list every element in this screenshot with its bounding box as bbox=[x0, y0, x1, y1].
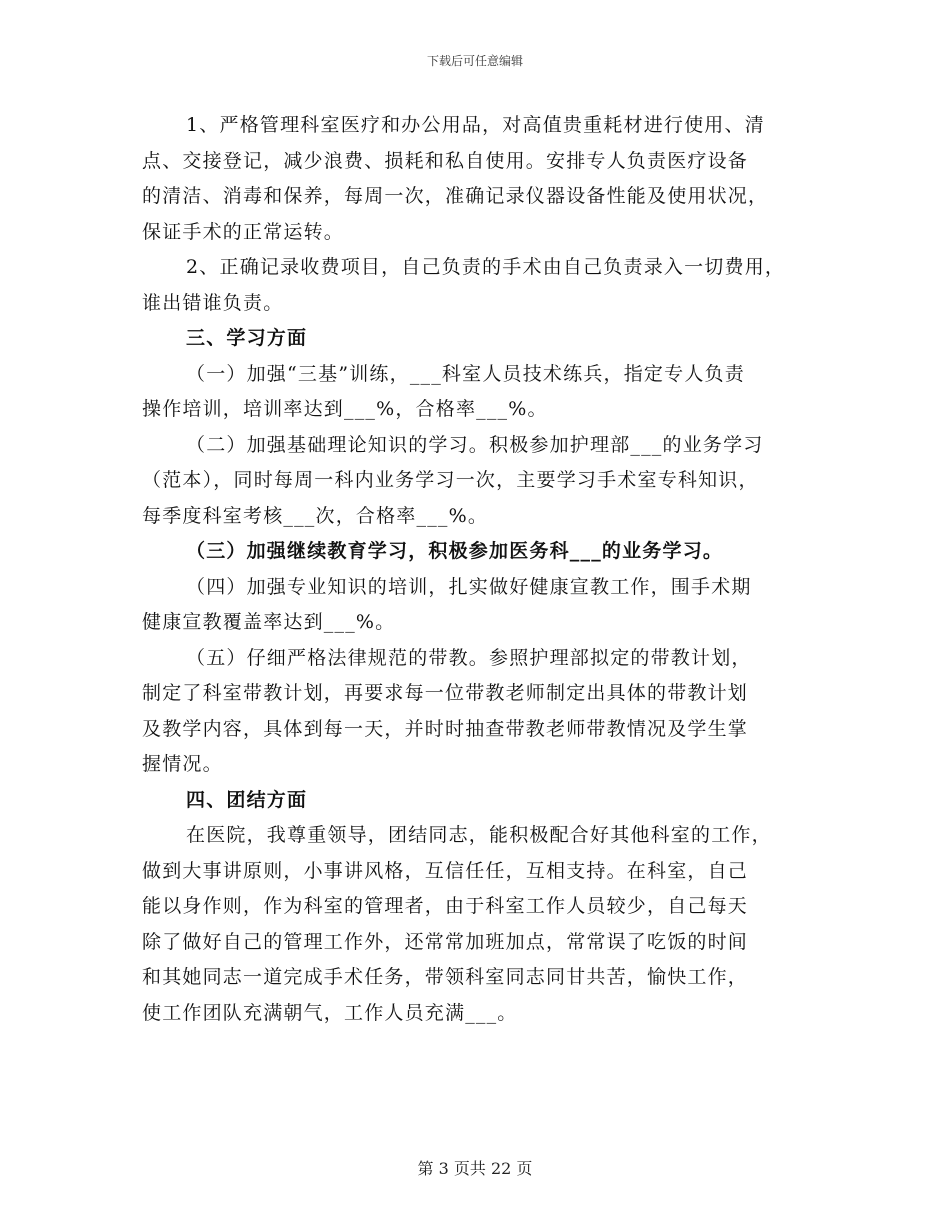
paragraph-line: 和其她同志一道完成手术任务，带领科室同志同甘共苦，愉快工作， bbox=[142, 966, 749, 988]
paragraph-study-4 bbox=[142, 570, 832, 641]
paragraph-line: （二）加强基础理论知识的学习。积极参加护理部___的业务学习 bbox=[186, 433, 764, 456]
paragraph-line: 每季度科室考核___次，合格率___%。 bbox=[142, 504, 489, 527]
paragraph-line: （三）加强继续教育学习，积极参加医务科___的业务学习。 bbox=[186, 540, 724, 562]
section-heading-unity: 四、团结方面 bbox=[186, 788, 308, 811]
section-heading-study: 三、学习方面 bbox=[186, 327, 308, 349]
paragraph-line: （一）加强“三基”训练，___科室人员技术练兵，指定专人负责 bbox=[186, 362, 745, 385]
paragraph-line: 谁出错谁负责。 bbox=[142, 291, 284, 314]
paragraph-line: 1、严格管理科室医疗和办公用品，对高值贵重耗材进行使用、清 bbox=[186, 114, 765, 136]
paragraph-line: （范本），同时每周一科内业务学习一次，主要学习手术室专科知识， bbox=[142, 469, 759, 491]
paragraph-1 bbox=[142, 108, 832, 250]
paragraph-line: 使工作团队充满朝气，工作人员充满___。 bbox=[142, 1001, 518, 1024]
paragraph-line: （四）加强专业知识的培训，扎实做好健康宣教工作，围手术期 bbox=[186, 575, 752, 598]
paragraph-line: 的清洁、消毒和保养，每周一次，准确记录仪器设备性能及使用状况， bbox=[142, 185, 769, 207]
paragraph-line: 握情况。 bbox=[142, 753, 223, 775]
paragraph-line: 操作培训，培训率达到___%，合格率___%。 bbox=[142, 398, 548, 420]
paragraph-study-2 bbox=[142, 428, 832, 535]
paragraph-study-5 bbox=[142, 641, 832, 783]
paragraph-line: 及教学内容，具体到每一天，并时时抽查带教老师带教情况及学生掌 bbox=[142, 717, 749, 740]
paragraph-line: 2、正确记录收费项目，自己负责的手术由自己负责录入一切费用， bbox=[186, 256, 786, 278]
paragraph-line: 点、交接登记，减少浪费、损耗和私自使用。安排专人负责医疗设备 bbox=[142, 149, 749, 172]
paragraph-line: 在医院，我尊重领导，团结同志，能积极配合好其他科室的工作， bbox=[186, 824, 772, 846]
paragraph-study-3 bbox=[142, 534, 832, 570]
paragraph-study-1 bbox=[142, 357, 832, 428]
paragraph-2 bbox=[142, 250, 832, 321]
paragraph-unity bbox=[142, 818, 832, 1031]
page-footer: 第 3 页共 22 页 bbox=[417, 1159, 533, 1178]
paragraph-line: 做到大事讲原则，小事讲风格，互信任任，互相支持。在科室，自己 bbox=[142, 859, 749, 882]
document-body bbox=[142, 108, 832, 1031]
paragraph-line: 制定了科室带教计划，再要求每一位带教老师制定出具体的带教计划 bbox=[142, 682, 749, 704]
page-header: 下载后可任意编辑 bbox=[426, 54, 523, 68]
paragraph-line: 保证手术的正常运转。 bbox=[142, 220, 345, 243]
paragraph-line: 除了做好自己的管理工作外，还常常加班加点，常常误了吃饭的时间 bbox=[142, 930, 749, 953]
paragraph-line: 能以身作则，作为科室的管理者，由于科室工作人员较少，自己每天 bbox=[142, 895, 749, 917]
paragraph-line: （五）仔细严格法律规范的带教。参照护理部拟定的带教计划， bbox=[186, 646, 752, 669]
paragraph-line: 健康宣教覆盖率达到___%。 bbox=[142, 611, 396, 633]
